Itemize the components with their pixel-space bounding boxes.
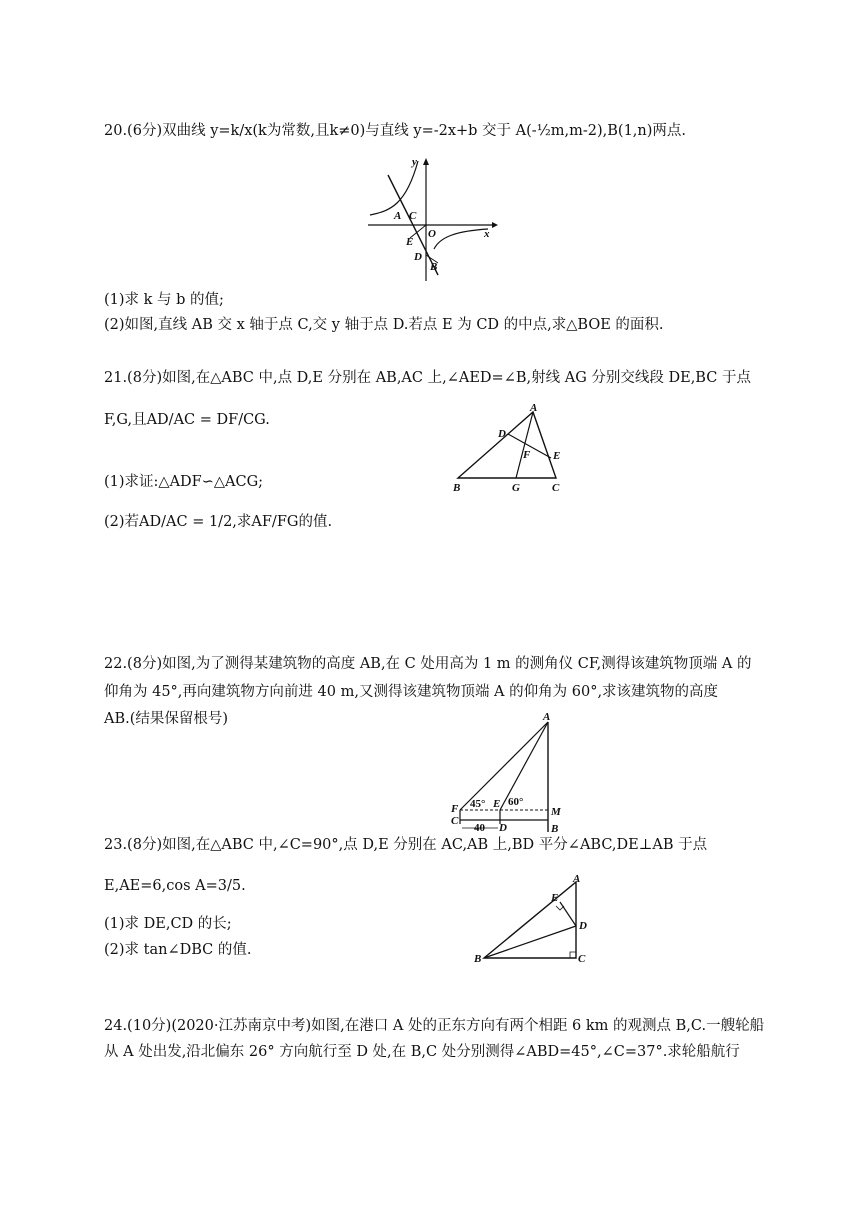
q22-label-60: 60° bbox=[508, 796, 524, 808]
q24-stem-2: 从 A 处出发,沿北偏东 26° 方向航行至 D 处,在 B,C 处分别测得∠ABD=45°,∠C=37°.求轮船航行 bbox=[104, 1044, 740, 1060]
q22-stem-2: 仰角为 45°,再向建筑物方向前进 40 m,又测得该建筑物顶端 A 的仰角为 60°,求该建筑物的高度 bbox=[104, 684, 719, 700]
q21-figure bbox=[448, 400, 572, 496]
q24-stem: 24.(10分)(2020·江苏南京中考)如图,在港口 A 处的正东方向有两个相距 6 km 的观测点 B,C.一艘轮船 bbox=[104, 1018, 765, 1034]
q20-label-E: E bbox=[406, 236, 414, 248]
q21-label-E: E bbox=[553, 450, 561, 462]
q21-part2: (2)若AD/AC = 1/2,求AF/FG的值. bbox=[104, 514, 333, 530]
q22-stem: 22.(8分)如图,为了测得某建筑物的高度 AB,在 C 处用高为 1 m 的测角仪 CF,测得该建筑物顶端 A 的 bbox=[104, 656, 752, 672]
q23-label-C: C bbox=[578, 953, 586, 965]
q20-part2: (2)如图,直线 AB 交 x 轴于点 C,交 y 轴于点 D.若点 E 为 CD 的中点,求△BOE 的面积. bbox=[104, 317, 664, 333]
q23-label-E: E bbox=[551, 892, 559, 904]
q22-figure bbox=[446, 708, 576, 836]
q20-label-C: C bbox=[409, 210, 417, 222]
q21-stem: 21.(8分)如图,在△ABC 中,点 D,E 分别在 AB,AC 上,∠AED=∠B,射线 AG 分别交线段 DE,BC 于点 bbox=[104, 370, 751, 386]
q20-label-D: D bbox=[414, 251, 422, 263]
q22-label-M: M bbox=[551, 806, 561, 818]
q22-label-C: C bbox=[451, 815, 459, 827]
q22-label-45: 45° bbox=[470, 798, 486, 810]
q22-label-B: B bbox=[551, 823, 559, 835]
q20-label-x: x bbox=[484, 228, 490, 240]
q23-part1: (1)求 DE,CD 的长; bbox=[104, 916, 232, 932]
q21-stem-2: F,G,且AD/AC = DF/CG. bbox=[104, 412, 270, 428]
q20-label-y: y bbox=[412, 156, 417, 168]
q21-label-G: G bbox=[512, 482, 520, 494]
q21-label-F: F bbox=[523, 449, 531, 461]
q23-label-B: B bbox=[474, 953, 482, 965]
q21-label-B: B bbox=[453, 482, 461, 494]
q22-label-A: A bbox=[543, 711, 551, 723]
q20-label-B: B bbox=[430, 261, 438, 273]
q23-part2: (2)求 tan∠DBC 的值. bbox=[104, 942, 252, 958]
q22-label-40: 40 bbox=[474, 822, 485, 834]
q20-figure bbox=[360, 153, 500, 285]
q20-label-O: O bbox=[428, 228, 436, 240]
q21-part1: (1)求证:△ADF∽△ACG; bbox=[104, 474, 264, 490]
q21-label-D: D bbox=[498, 428, 506, 440]
q23-label-D: D bbox=[579, 920, 587, 932]
q23-stem: 23.(8分)如图,在△ABC 中,∠C=90°,点 D,E 分别在 AC,AB 上,BD 平分∠ABC,DE⊥AB 于点 bbox=[104, 837, 708, 853]
q20-part1: (1)求 k 与 b 的值; bbox=[104, 292, 224, 308]
q22-label-E: E bbox=[493, 798, 501, 810]
q22-label-F: F bbox=[451, 803, 459, 815]
q22-label-D: D bbox=[499, 822, 507, 834]
q23-label-A: A bbox=[573, 874, 581, 885]
q21-label-A: A bbox=[530, 402, 538, 414]
q22-stem-3: AB.(结果保留根号) bbox=[104, 711, 229, 727]
q20-stem: 20.(6分)双曲线 y=k/x(k为常数,且k≠0)与直线 y=-2x+b 交于 A(-½m,m-2),B(1,n)两点. bbox=[104, 123, 687, 139]
q21-label-C: C bbox=[552, 482, 560, 494]
q23-figure bbox=[472, 874, 596, 970]
q20-label-A: A bbox=[394, 210, 402, 222]
q23-stem-2: E,AE=6,cos A=3/5. bbox=[104, 878, 246, 894]
